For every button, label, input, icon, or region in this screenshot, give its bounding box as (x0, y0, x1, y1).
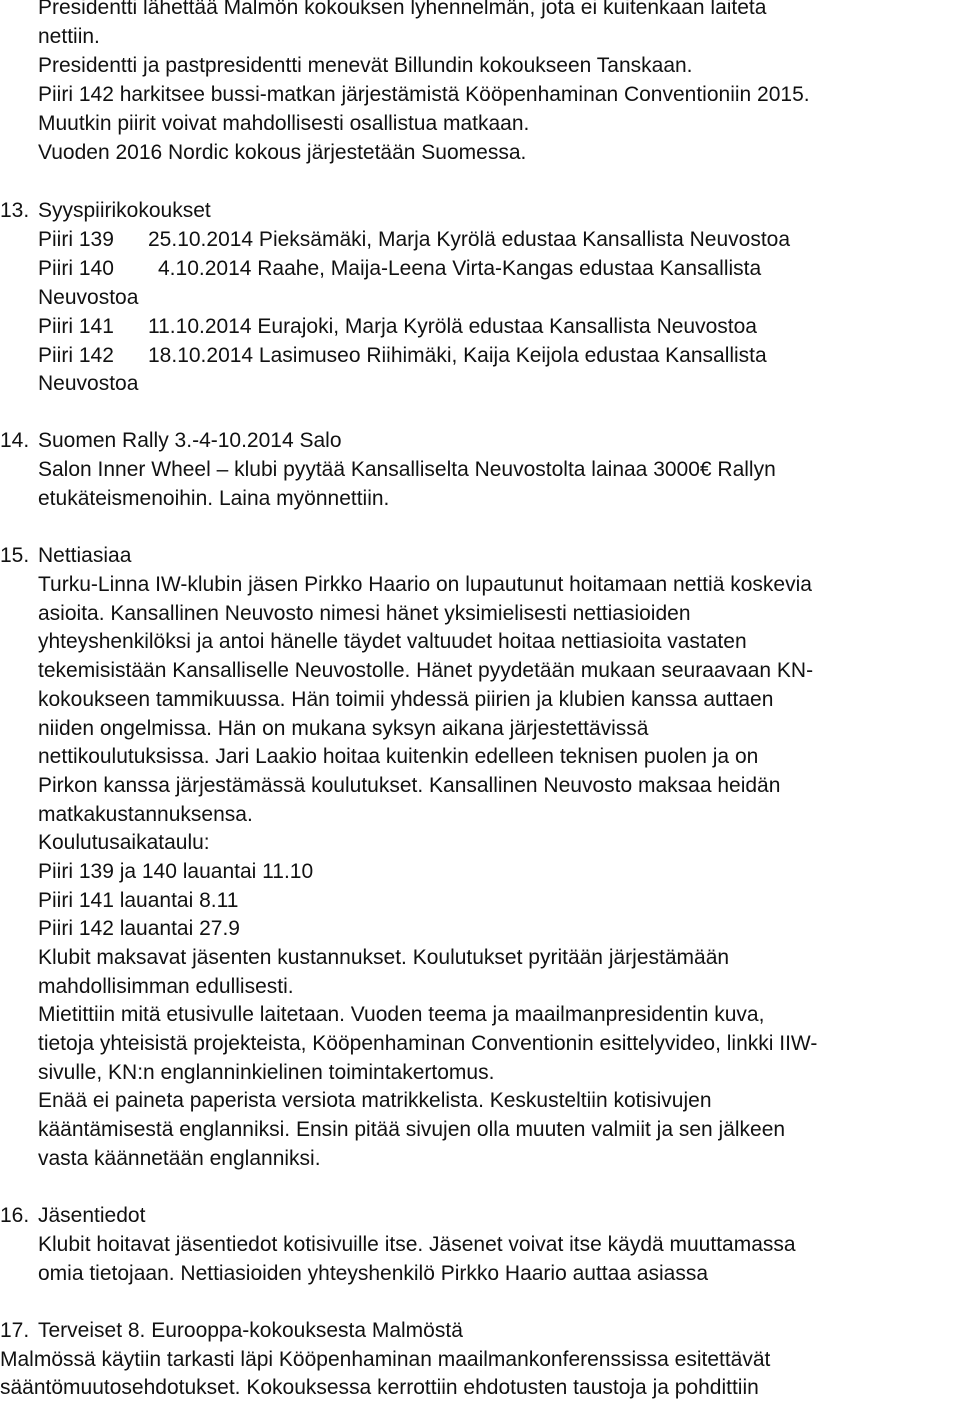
section-13-heading (0, 197, 211, 226)
body-line: yhteyshenkilöksi ja antoi hänelle täydet valtuudet hoitaa nettiasioita vastaten (38, 630, 747, 653)
body-line: niiden ongelmissa. Hän on mukana syksyn aikana järjestettävissä (38, 717, 649, 740)
body-line: Klubit hoitavat jäsentiedot kotisivuille itse. Jäsenet voivat itse käydä muuttamassa (38, 1233, 796, 1256)
body-line: Klubit maksavat jäsenten kustannukset. Koulutukset pyritään järjestämään (38, 946, 730, 969)
body-line: omia tietojaan. Nettiasioiden yhteyshenkilö Pirkko Haario auttaa asiassa (38, 1262, 709, 1285)
section-title: Terveiset 8. Eurooppa-kokouksesta Malmöstä (38, 1319, 463, 1342)
body-line: kokoukseen tammikuussa. Hän toimii yhdessä piirien ja klubien kanssa auttaen (38, 688, 774, 711)
section-16-heading (0, 1202, 145, 1231)
district-label: Piiri 140 (38, 257, 114, 280)
intro-line: Piiri 142 harkitsee bussi-matkan järjestämistä Kööpenhaminan Conventioniin 2015. (38, 83, 810, 106)
section-number: 15. (0, 544, 30, 567)
body-line: sääntömuutosehdotukset. Kokouksessa kerrottiin ehdotusten taustoja ja pohdittiin (0, 1376, 759, 1399)
body-line: Mietittiin mitä etusivulle laitetaan. Vuoden teema ja maailmanpresidentin kuva, (38, 1003, 765, 1026)
meeting-line (38, 255, 761, 284)
section-title: Syyspiirikokoukset (38, 199, 211, 222)
meeting-text: 18.10.2014 Lasimuseo Riihimäki, Kaija Keijola edustaa Kansallista (148, 344, 767, 367)
section-14-heading (0, 427, 342, 456)
body-line: mahdollisimman edullisesti. (38, 975, 294, 998)
section-15-heading (0, 542, 131, 571)
body-line: matkakustannuksensa. (38, 803, 253, 826)
section-title: Jäsentiedot (38, 1204, 146, 1227)
body-line: tekemisistään Kansalliselle Neuvostolle. Hänet pyydetään mukaan seuraavaan KN- (38, 659, 814, 682)
body-line: etukäteismenoihin. Laina myönnettiin. (38, 487, 390, 510)
intro-line: Muutkin piirit voivat mahdollisesti osallistua matkaan. (38, 112, 530, 135)
body-line: Piiri 139 ja 140 lauantai 11.10 (38, 860, 314, 883)
meeting-text: 4.10.2014 Raahe, Maija-Leena Virta-Kangas edustaa Kansallista (158, 257, 762, 280)
body-line: Malmössä käytiin tarkasti läpi Kööpenhaminan maailmankonferenssissa esitettävät (0, 1348, 771, 1371)
body-line: Enää ei paineta paperista versiota matrikkelista. Keskusteltiin kotisivujen (38, 1089, 712, 1112)
meeting-line (38, 226, 790, 255)
section-number: 17. (0, 1319, 30, 1342)
body-line: tietoja yhteisistä projekteista, Kööpenhaminan Conventionin esittelyvideo, linkki IIW- (38, 1032, 818, 1055)
body-line: Salon Inner Wheel – klubi pyytää Kansalliselta Neuvostolta lainaa 3000€ Rallyn (38, 458, 776, 481)
section-title: Nettiasiaa (38, 544, 132, 567)
section-title: Suomen Rally 3.-4-10.2014 Salo (38, 429, 342, 452)
body-line: kääntämisestä englanniksi. Ensin pitää sivujen olla muuten valmiit ja sen jälkeen (38, 1118, 786, 1141)
intro-line: nettiin. (38, 25, 100, 48)
body-line: sivulle, KN:n englanninkielinen toimintakertomus. (38, 1061, 495, 1084)
meeting-text: Neuvostoa (38, 286, 139, 309)
body-line: Turku-Linna IW-klubin jäsen Pirkko Haario on lupautunut hoitamaan nettiä koskevia (38, 573, 812, 596)
meeting-line (38, 342, 767, 371)
district-label: Piiri 139 (38, 228, 114, 251)
body-line: Piiri 142 lauantai 27.9 (38, 917, 240, 940)
body-line: asioita. Kansallinen Neuvosto nimesi hänet yksimielisesti nettiasioiden (38, 602, 691, 625)
body-line: vasta käännetään englanniksi. (38, 1147, 321, 1170)
meeting-line (38, 284, 138, 313)
meeting-text: Neuvostoa (38, 372, 139, 395)
intro-line: Presidentti lähettää Malmön kokouksen lyhennelmän, jota ei kuitenkaan laiteta (38, 0, 767, 19)
section-number: 14. (0, 429, 30, 452)
meeting-line (38, 370, 138, 399)
intro-line: Vuoden 2016 Nordic kokous järjestetään Suomessa. (38, 141, 527, 164)
body-line: nettikoulutuksissa. Jari Laakio hoitaa kuitenkin edelleen teknisen puolen ja on (38, 745, 759, 768)
body-line: Piiri 141 lauantai 8.11 (38, 889, 239, 912)
meeting-line (38, 313, 757, 342)
district-label: Piiri 142 (38, 344, 114, 367)
body-line: Pirkon kanssa järjestämässä koulutukset. Kansallinen Neuvosto maksaa heidän (38, 774, 781, 797)
intro-line: Presidentti ja pastpresidentti menevät Billundin kokoukseen Tanskaan. (38, 54, 693, 77)
district-label: Piiri 141 (38, 315, 114, 338)
section-17-heading (0, 1317, 463, 1346)
section-number: 16. (0, 1204, 30, 1227)
section-number: 13. (0, 199, 30, 222)
body-line: Koulutusaikataulu: (38, 831, 210, 854)
meeting-text: 25.10.2014 Pieksämäki, Marja Kyrölä edustaa Kansallista Neuvostoa (148, 228, 791, 251)
meeting-text: 11.10.2014 Eurajoki, Marja Kyrölä edustaa Kansallista Neuvostoa (148, 315, 757, 338)
